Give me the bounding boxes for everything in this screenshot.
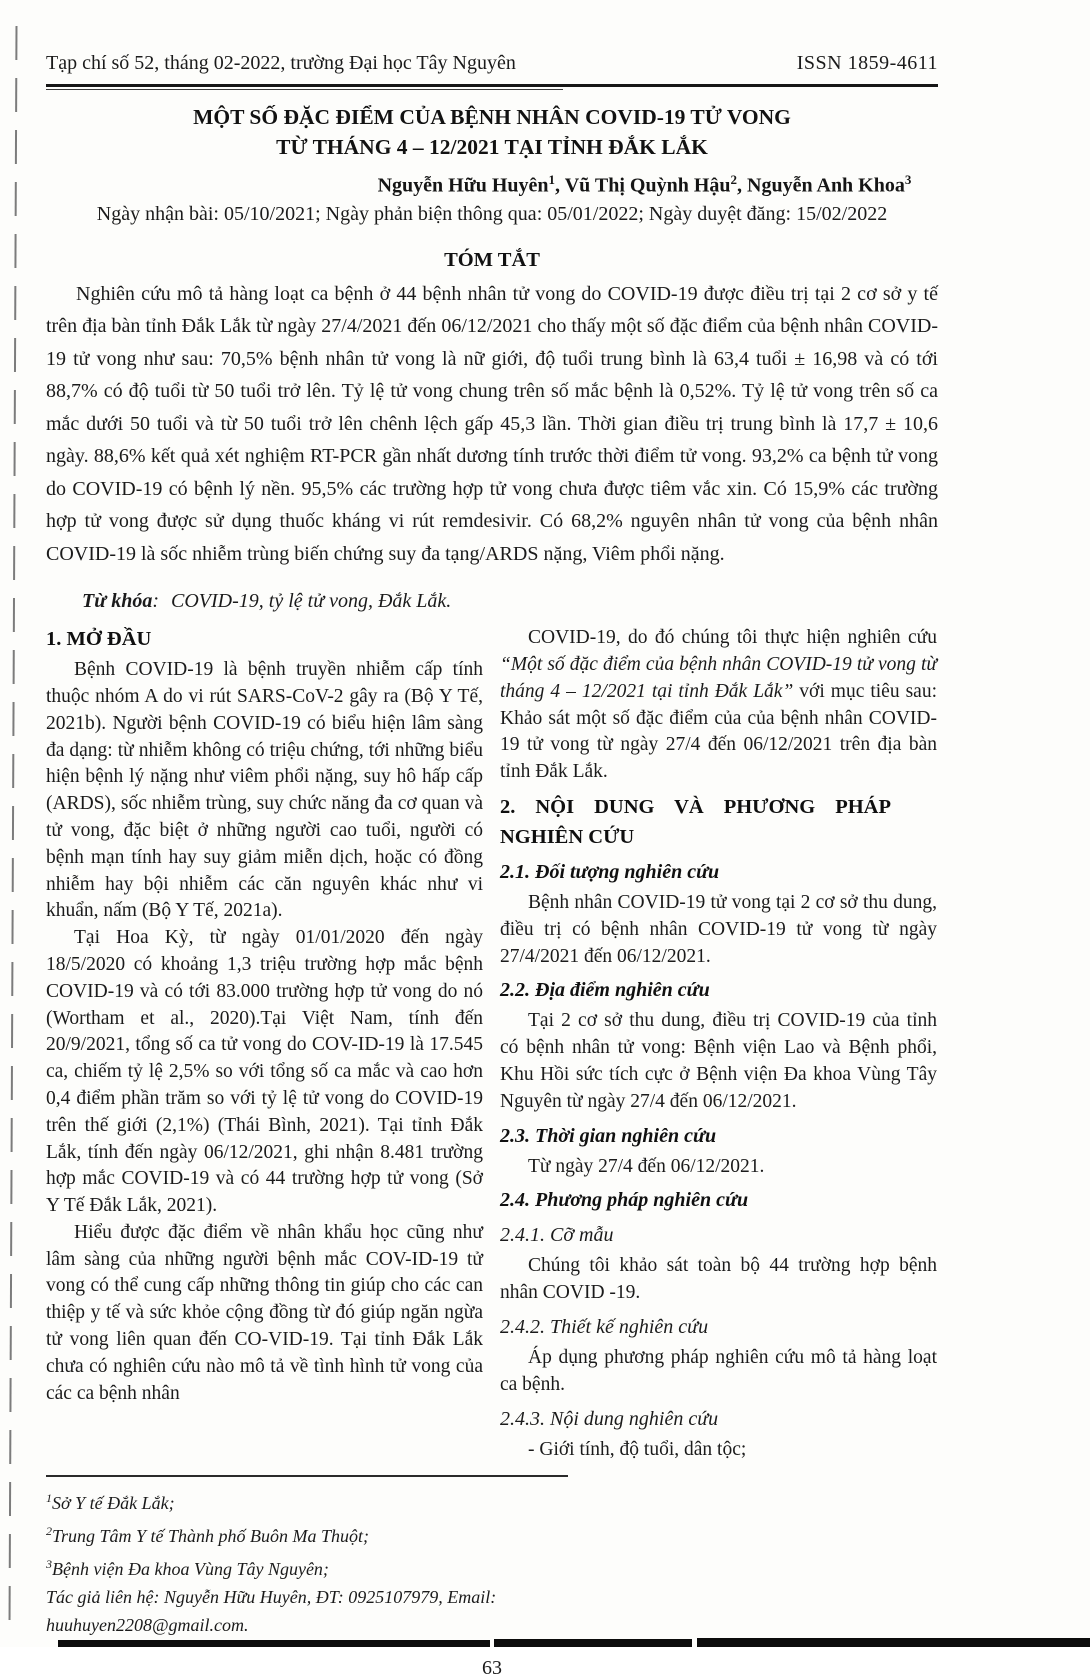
author-separator: , [555, 174, 565, 197]
section-2-4-2-heading: 2.4.2. Thiết kế nghiên cứu [500, 1315, 709, 1338]
section-1-heading: 1. MỞ ĐẦU [46, 628, 152, 651]
section-2-4-3-body: - Giới tính, độ tuổi, dân tộc; [528, 1438, 747, 1460]
section-2-3-body: Từ ngày 27/4 đến 06/12/2021. [528, 1155, 765, 1177]
article-title-line1: MỘT SỐ ĐẶC ĐIỂM CỦA BỆNH NHÂN COVID-19 TỬ VONG [193, 105, 791, 129]
footnote-1-mark: 1 [46, 1491, 52, 1506]
scan-artifact-bottom-bar-segment-1 [58, 1640, 490, 1647]
two-column-body [46, 625, 938, 1463]
section-2-4-3-heading: 2.4.3. Nội dung nghiên cứu [500, 1407, 719, 1430]
scan-artifact-bottom-bar-segment-3 [697, 1638, 1090, 1647]
section-2-4-2-body: Áp dụng phương pháp nghiên cứu mô tả hàng loạt ca bệnh. [500, 1346, 937, 1395]
intro-continued-post: với mục tiêu sau: Khảo sát một số đặc điểm của của bệnh nhân COVID-19 tử vong từ ngày 27/4 đến 06/12/2021 trên địa bàn tỉnh Đắk Lắk. [500, 680, 937, 783]
author-2-affiliation-mark: 2 [730, 172, 738, 187]
section-2-4-1-heading: 2.4.1. Cỡ mẫu [500, 1224, 614, 1247]
submission-dates-line: Ngày nhận bài: 05/10/2021; Ngày phản biện thông qua: 05/01/2022; Ngày duyệt đăng: 15/02/2022 [96, 202, 888, 225]
author-2: Vũ Thị Quỳnh Hậu [564, 174, 731, 197]
journal-name: Tạp chí số 52, tháng 02-2022, trường Đại học Tây Nguyên [46, 52, 516, 74]
footnote-affiliation-1 [46, 1484, 612, 1517]
keywords-text: COVID-19, tỷ lệ tử vong, Đắk Lắk. [171, 590, 452, 613]
abstract-body: Nghiên cứu mô tả hàng loạt ca bệnh ở 44 bệnh nhân tử vong do COVID-19 được điều trị tại 2 cơ sở y tế trên địa bàn tỉnh Đắk Lắk từ ngày 27/4/2021 đến 06/12/2021 cho thấy một số đặc điểm của bệnh nhân COVID-19 tử vong như sau: 70,5% bệnh nhân tử vong là nữ giới, độ tuổi trung bình là 63,4 tuổi ± 16,98 và có tới 88,7% có độ tuổi từ 50 tuổi trở lên. Tỷ lệ tử vong chung trên số mắc bệnh là 0,52%. Tỷ lệ tử vong trên số ca mắc dưới 50 tuổi và từ 50 tuổi trở lên chênh lệch gấp 45,3 lần. Thời gian điều trị trung bình là 17,7 ± 10,6 ngày. 88,6% kết quả xét nghiệm RT-PCR gần nhất dương tính trước thời điểm tử vong. 93,2% ca bệnh tử vong do COVID-19 có bệnh lý nền. 95,5% các trường hợp tử vong chưa được tiêm vắc xin. Có 15,9% các trường hợp tử vong được sử dụng thuốc kháng vi rút remdesivir. Có 68,2% nguyên nhân tử vong của bệnh nhân COVID-19 là sốc nhiễm trùng biến chứng suy đa tạng/ARDS nặng, Viêm phổi nặng. [46, 282, 938, 565]
footnotes-block [46, 1475, 612, 1639]
section-2-4-heading: 2.4. Phương pháp nghiên cứu [500, 1189, 749, 1212]
keywords-label: Từ khóa [82, 590, 153, 613]
footnote-2-text: Trung Tâm Y tế Thành phố Buôn Ma Thuột; [52, 1526, 370, 1547]
section-2-2-body: Tại 2 cơ sở thu dung, điều trị COVID-19 của tỉnh có bệnh nhân tử vong: Bệnh viện Lao và Bệnh phổi, Khu Hồi sức tích cực ở Bệnh viện Đa khoa Vùng Tây Nguyên từ ngày 27/4 đến 06/12/2021. [500, 1010, 937, 1112]
intro-continued-pre: COVID-19, do đó chúng tôi thực hiện nghiên cứu [528, 627, 937, 649]
author-1: Nguyễn Hữu Huyên [377, 174, 549, 197]
footnote-divider-rule [46, 1475, 568, 1477]
author-1-affiliation-mark: 1 [548, 172, 556, 187]
section-2-1-heading: 2.1. Đối tượng nghiên cứu [500, 860, 720, 883]
scan-artifact-bottom-bar-segment-2 [494, 1639, 692, 1647]
footnote-3-mark: 3 [46, 1557, 52, 1572]
intro-continued-paragraph [500, 625, 937, 786]
journal-issn: ISSN 1859-4611 [796, 52, 938, 74]
left-column [46, 625, 483, 1463]
intro-continued-quoted-title: “Một số đặc điểm của bệnh nhân COVID-19 tử vong từ tháng 4 – 12/2021 tại tỉnh Đắk Lắk” [500, 653, 937, 702]
keywords-colon: : [152, 590, 159, 613]
footnote-2-mark: 2 [46, 1524, 52, 1539]
footnote-corresponding-author: Tác giả liên hệ: Nguyễn Hữu Huyên, ĐT: 0925107979, Email: huuhuyen2208@gmail.com. [46, 1587, 497, 1636]
intro-paragraph-1: Bệnh COVID-19 là bệnh truyền nhiễm cấp tính thuộc nhóm A do vi rút SARS-CoV-2 gây ra (Bộ Y Tế, 2021b). Người bệnh COVID-19 có biểu hiện lâm sàng đa dạng: từ nhiễm không có triệu chứng, tới những biểu hiện bệnh lý nặng như viêm phổi nặng, suy hô hấp cấp (ARDS), sốc nhiễm trùng, suy chức năng đa cơ quan và tử vong, đặc biệt ở những người cao tuổi, người có bệnh mạn tính hay suy giảm miễn dịch, hoặc có đồng nhiễm hay bội nhiễm các căn nguyên khác như vi khuẩn, nấm (Bộ Y Tế, 2021a). [46, 659, 483, 922]
page-number: 63 [482, 1657, 502, 1680]
intro-paragraph-3: Hiểu được đặc điểm về nhân khẩu học cũng như lâm sàng của những người bệnh mắc COV-ID-19 tử vong có thể cung cấp những thông tin giúp cho các can thiệp y tế và sức khỏe cộng đồng từ đó giúp ngăn ngừa tử vong liên quan đến CO-VID-19. Tại tỉnh Đắk Lắk chưa có nghiên cứu nào mô tả về tình hình tử vong của các ca bệnh nhân [46, 1221, 483, 1404]
section-2-heading: 2. NỘI DUNG VÀ PHƯƠNG PHÁP NGHIÊN CỨU [500, 795, 891, 848]
footnote-3-text: Bệnh viện Đa khoa Vùng Tây Nguyên; [52, 1559, 329, 1580]
section-2-1-body: Bệnh nhân COVID-19 tử vong tại 2 cơ sở thu dung, điều trị có bệnh nhân COVID-19 tử vong từ ngày 27/4/2021 đến 06/12/2021. [500, 891, 937, 967]
footnote-1-text: Sở Y tế Đắk Lắk; [52, 1493, 175, 1514]
article-title-line2: TỪ THÁNG 4 – 12/2021 TẠI TỈNH ĐẮK LẮK [276, 135, 708, 159]
authors-line [351, 172, 938, 198]
right-column [500, 625, 937, 1463]
intro-paragraph-2: Tại Hoa Kỳ, từ ngày 01/01/2020 đến ngày 18/5/2020 có khoảng 1,3 triệu trường hợp mắc bệnh COVID-19 và có tới 83.000 trường hợp tử vong do nó (Wortham et al., 2020).Tại Việt Nam, tính đến 20/9/2021, tổng số ca tử vong do COV-ID-19 là 17.545 ca, chiếm tỷ lệ 2,5% so với tổng số ca mắc và cao hơn 0,4 điểm phần trăm so với tỷ lệ tử vong do COVID-19 trên thế giới (2,1%) (Thái Bình, 2021). Tại tỉnh Đắk Lắk, tính đến ngày 06/12/2021, ghi nhận 8.481 trường hợp mắc COVID-19 và có 44 trường hợp tử vong (Sở Y Tế Đắk Lắk, 2021). [46, 927, 483, 1217]
journal-header [46, 52, 938, 87]
article-title [46, 102, 938, 162]
keywords-line [46, 590, 938, 613]
author-3: Nguyễn Anh Khoa [747, 174, 905, 197]
author-3-affiliation-mark: 3 [904, 172, 912, 187]
section-2-2-heading: 2.2. Địa điểm nghiên cứu [500, 979, 710, 1002]
section-2-3-heading: 2.3. Thời gian nghiên cứu [500, 1124, 717, 1147]
footnote-affiliation-2 [46, 1517, 612, 1550]
scan-artifact-left-dashed-line [9, 26, 18, 1626]
author-separator: , [737, 174, 748, 197]
section-2-4-1-body: Chúng tôi khảo sát toàn bộ 44 trường hợp bệnh nhân COVID -19. [500, 1255, 937, 1304]
footnote-affiliation-3 [46, 1550, 612, 1583]
abstract-heading: TÓM TẮT [444, 248, 540, 271]
